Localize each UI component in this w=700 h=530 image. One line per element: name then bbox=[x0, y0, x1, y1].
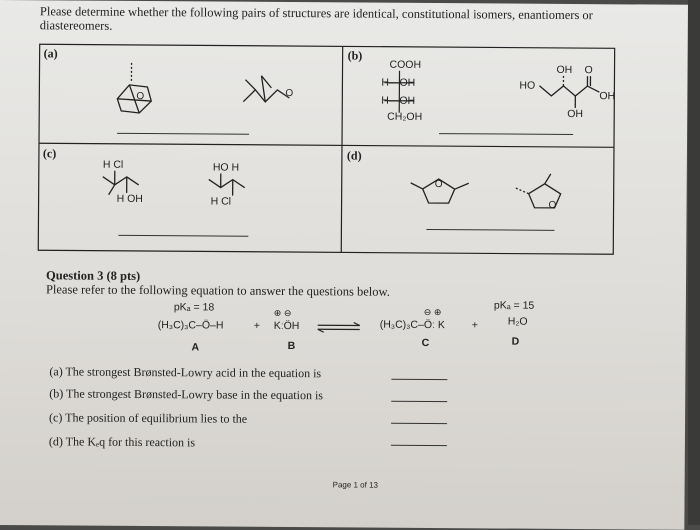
answer-blank-3c[interactable] bbox=[391, 423, 447, 424]
plus-sign-2: + bbox=[472, 319, 478, 331]
structure-b-right bbox=[539, 76, 599, 108]
grid-vertical-divider bbox=[341, 46, 342, 252]
page-number: Page 1 of 13 bbox=[333, 480, 378, 489]
zigzag-oh-right-label: OH bbox=[599, 90, 615, 102]
pka-d: pKₐ = 15 bbox=[494, 299, 534, 311]
structure-a-right bbox=[243, 76, 289, 102]
oxygen-label-a-right: O bbox=[285, 88, 293, 99]
cell-a-label: (a) bbox=[44, 46, 58, 61]
grid-horizontal-divider bbox=[39, 143, 614, 147]
species-a: (H₃C)₃C–Ö–H bbox=[158, 319, 224, 331]
structure-c-right bbox=[209, 173, 245, 195]
oxygen-label-a-left: O bbox=[136, 91, 144, 102]
fischer-bottom-group: CH₂OH bbox=[387, 111, 422, 123]
cell-d-label: (d) bbox=[347, 148, 362, 163]
zigzag-o-top-label: O bbox=[584, 64, 592, 76]
question-3-prompt: Please refer to the following equation to answer the questions below. bbox=[46, 282, 390, 299]
label-b: B bbox=[288, 340, 296, 352]
background-edge bbox=[688, 0, 700, 525]
answer-blank-3b[interactable] bbox=[391, 401, 447, 402]
pka-a: pKₐ = 18 bbox=[174, 301, 214, 313]
c-left-bottom-label: H OH bbox=[117, 193, 143, 205]
charges-b: ⊕ ⊖ bbox=[274, 308, 292, 319]
instructions-text: Please determine whether the following pairs of structures are identical, constitutional isomers, enantiomers or diastereomers. bbox=[40, 4, 640, 36]
species-d: H₂O bbox=[508, 316, 528, 328]
zigzag-oh-top-label: OH bbox=[556, 64, 572, 76]
question-3-part-d: (d) The Kₑq for this reaction is bbox=[49, 434, 195, 450]
oxygen-label-d-left: O bbox=[435, 179, 443, 190]
label-a: A bbox=[192, 341, 200, 353]
structure-c-left bbox=[103, 171, 139, 195]
question-3-part-a: (a) The strongest Brønsted-Lowry acid in the equation is bbox=[49, 364, 321, 381]
species-b: KːÖH bbox=[274, 320, 300, 332]
fischer-row-2: H—OH bbox=[381, 95, 415, 107]
c-left-top-label: H Cl bbox=[103, 159, 124, 171]
fischer-row-1: H—OH bbox=[381, 77, 415, 89]
question-3-part-b: (b) The strongest Brønsted-Lowry base in the equation is bbox=[49, 386, 323, 403]
charges-c: ⊖ ⊕ bbox=[424, 307, 442, 318]
label-c: C bbox=[422, 337, 430, 349]
structure-a-left bbox=[117, 63, 151, 113]
answer-blank-3a[interactable] bbox=[391, 379, 447, 380]
c-right-top-label: HO H bbox=[213, 161, 239, 173]
label-d: D bbox=[512, 336, 520, 348]
zigzag-oh-bottom-label: OH bbox=[567, 108, 583, 120]
oxygen-label-d-right: O bbox=[549, 200, 557, 211]
equilibrium-arrow bbox=[316, 320, 362, 334]
fischer-top-group: COOH bbox=[390, 59, 422, 71]
zigzag-ho-label: HO bbox=[519, 80, 535, 92]
cell-b-label: (b) bbox=[348, 48, 363, 63]
plus-sign-1: + bbox=[254, 320, 260, 332]
grid-border bbox=[38, 44, 614, 254]
answer-blank-3d[interactable] bbox=[391, 445, 447, 446]
question-3-title: Question 3 (8 pts) bbox=[46, 268, 140, 284]
structures-grid bbox=[0, 0, 688, 265]
question-3-part-c: (c) The position of equilibrium lies to the bbox=[49, 410, 247, 426]
species-c: (H₃C)₃C–Öː K bbox=[380, 319, 445, 331]
c-right-bottom-label: H Cl bbox=[211, 195, 232, 207]
cell-c-label: (c) bbox=[43, 146, 56, 161]
